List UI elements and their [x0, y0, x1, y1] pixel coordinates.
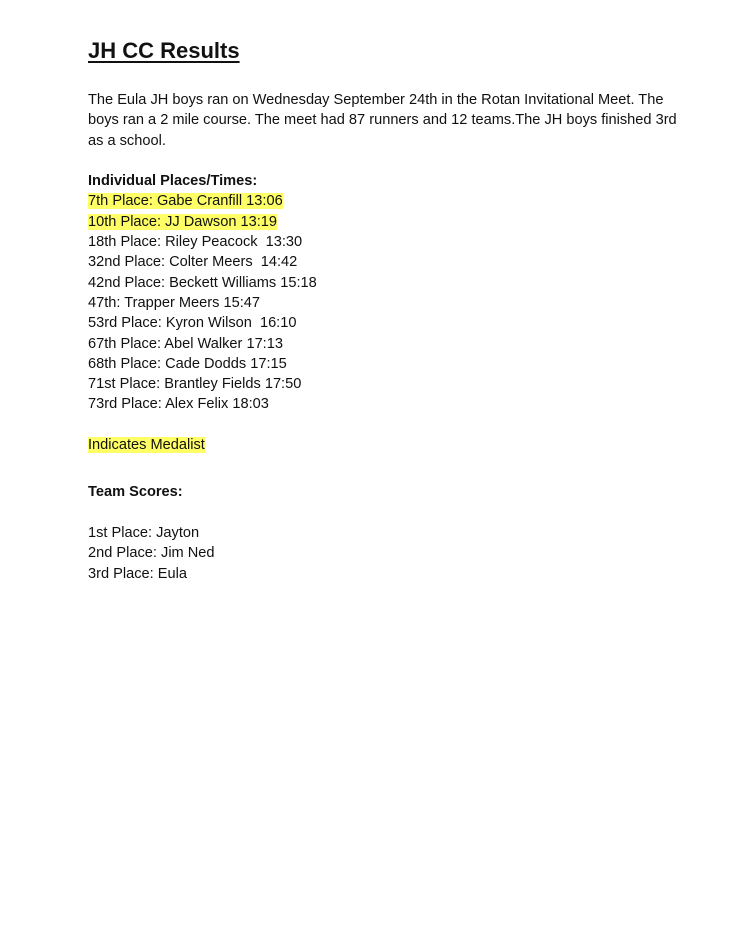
spacer — [88, 415, 688, 435]
result-text-medalist: 7th Place: Gabe Cranfill 13:06 — [88, 193, 283, 210]
document-title: JH CC Results — [88, 38, 240, 63]
medalist-legend-text: Indicates Medalist — [88, 437, 205, 454]
document-body — [88, 36, 688, 584]
spacer — [88, 455, 688, 482]
result-line — [88, 394, 688, 414]
individual-results-list — [88, 191, 688, 414]
individual-results-heading: Individual Places/Times: — [88, 173, 258, 190]
result-text: 53rd Place: Kyron Wilson 16:10 — [88, 315, 297, 332]
intro-paragraph: The Eula JH boys ran on Wednesday September 24th in the Rotan Invitational Meet. The boys ran a 2 mile course. The meet had 87 runners and 12 teams.The JH boys finished 3rd as a school. — [88, 92, 677, 149]
result-text: 68th Place: Cade Dodds 17:15 — [88, 355, 287, 372]
result-text: 18th Place: Riley Peacock 13:30 — [88, 234, 303, 251]
result-line — [88, 252, 688, 272]
result-line — [88, 212, 688, 232]
result-text: 42nd Place: Beckett Williams 15:18 — [88, 274, 317, 291]
result-text: 32nd Place: Colter Meers 14:42 — [88, 254, 298, 271]
result-text: 47th: Trapper Meers 15:47 — [88, 294, 260, 311]
team-score-line: 3rd Place: Eula — [88, 565, 187, 582]
result-line — [88, 232, 688, 252]
result-line — [88, 334, 688, 354]
result-line — [88, 191, 688, 211]
result-line — [88, 374, 688, 394]
team-scores-list — [88, 523, 688, 584]
result-line — [88, 273, 688, 293]
team-score-line: 2nd Place: Jim Ned — [88, 545, 215, 562]
result-line — [88, 354, 688, 374]
result-line — [88, 293, 688, 313]
team-score-line: 1st Place: Jayton — [88, 524, 200, 541]
spacer — [88, 151, 688, 171]
spacer — [88, 503, 688, 523]
result-text-medalist: 10th Place: JJ Dawson 13:19 — [88, 213, 278, 230]
medalist-legend — [88, 435, 688, 455]
result-text: 71st Place: Brantley Fields 17:50 — [88, 376, 302, 393]
result-line — [88, 313, 688, 333]
team-scores-heading: Team Scores: — [88, 484, 183, 501]
result-text: 73rd Place: Alex Felix 18:03 — [88, 396, 269, 413]
result-text: 67th Place: Abel Walker 17:13 — [88, 335, 283, 352]
